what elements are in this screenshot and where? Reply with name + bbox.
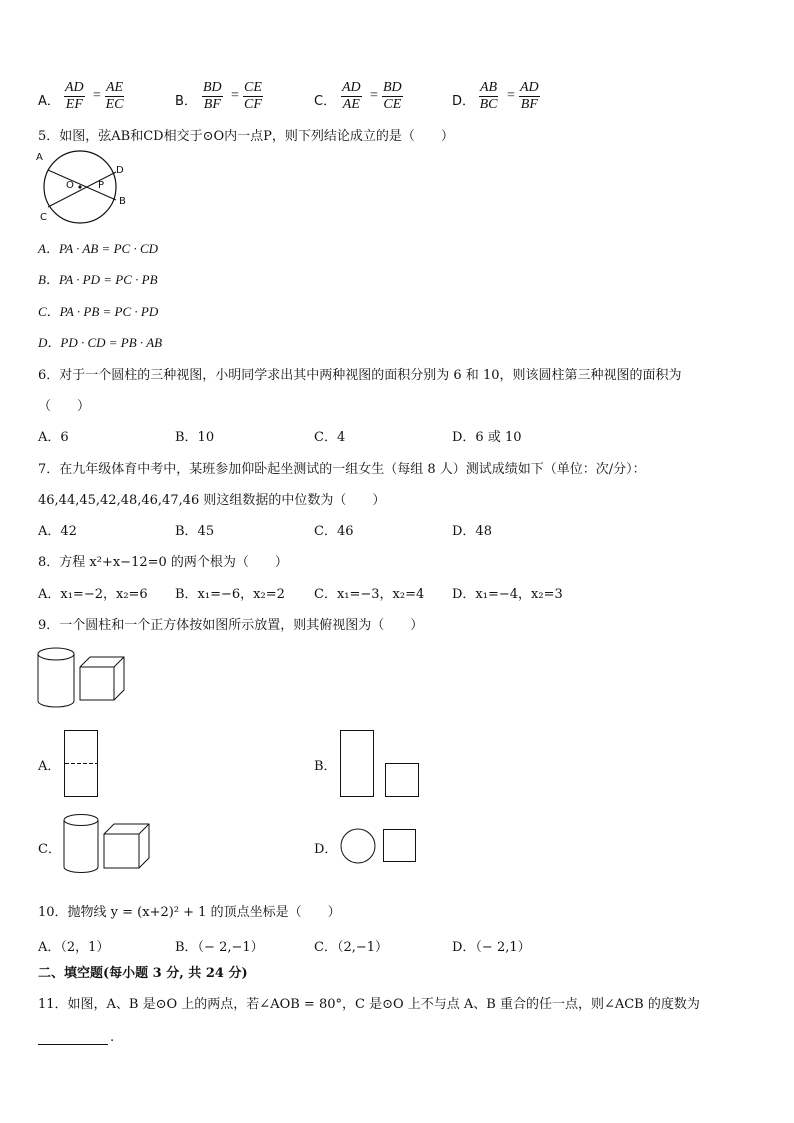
q4-option-a-label: A．	[38, 94, 60, 109]
q5-option-c: C．PA · PB = PC · PD	[38, 304, 159, 319]
q6-option-b: B．10	[175, 430, 215, 445]
q4-a-frac2: $\frac{AE}{EC}$	[105, 80, 124, 112]
q10-stem: 10．抛物线 y = (x+2)² + 1 的顶点坐标是（ ）	[38, 905, 341, 920]
q4-b-frac1: $\frac{BD}{BF}$	[203, 80, 222, 112]
q5-fig-label-c: C	[40, 212, 47, 223]
q5-option-a: A．PA · AB = PC · CD	[38, 241, 159, 256]
q7-option-d: D．48	[452, 524, 492, 539]
q9-option-d-label: D．	[314, 842, 338, 857]
q11-period: .	[110, 1030, 115, 1045]
q6-stem: 6．对于一个圆柱的三种视图，小明同学求出其中两种视图的面积分别为 6 和 10，则该圆柱第三种视图的面积为	[38, 368, 682, 383]
q8-option-c: C．x₁=−3，x₂=4	[314, 587, 425, 602]
q9-option-a-label: A．	[38, 759, 61, 774]
q11-stem: 11．如图，A、B 是⊙O 上的两点，若∠AOB = 80°，C 是⊙O 上不与点 A、B 重合的任一点，则∠ACB 的度数为	[38, 997, 700, 1012]
q5-option-b: B．PA · PD = PC · PB	[38, 272, 158, 287]
q5-option-d: D．PD · CD = PB · AB	[38, 335, 163, 350]
q5-fig-label-b: B	[119, 196, 126, 207]
q10-option-c: C．（2,−1）	[314, 940, 389, 955]
q4-option-d-label: D．	[452, 94, 476, 109]
q6-paren: （ ）	[38, 399, 91, 414]
q4-a-frac1: $\frac{AD}{EF}$	[65, 80, 84, 112]
q4-d-frac2: $\frac{AD}{BF}$	[520, 80, 539, 112]
q7-option-a: A．42	[38, 524, 77, 539]
q7-stem: 7．在九年级体育中考中，某班参加仰卧起坐测试的一组女生（每组 8 人）测试成绩如下（单位：次/分）：	[38, 462, 646, 477]
q4-d-eq: =	[507, 88, 515, 103]
q9-option-b-figure	[340, 730, 422, 798]
q5-fig-label-d: D	[116, 165, 124, 176]
q7-option-b: B．45	[175, 524, 215, 539]
q7-option-c: C．46	[314, 524, 354, 539]
q9-option-b-label: B．	[314, 759, 337, 774]
q4-c-frac2: $\frac{BD}{CE}$	[383, 80, 402, 112]
q9-option-c-label: C．	[38, 842, 61, 857]
q4-option-c-label: C．	[314, 94, 337, 109]
q5-circle-figure	[38, 150, 128, 230]
q4-a-eq: =	[93, 88, 101, 103]
q9-option-d-figure	[340, 828, 420, 866]
section-2-heading: 二、填空题(每小题 3 分, 共 24 分)	[38, 966, 248, 981]
q8-option-a: A．x₁=−2，x₂=6	[38, 587, 148, 602]
q5-fig-label-p: P	[98, 180, 105, 191]
q10-option-d: D．（− 2,1）	[452, 940, 531, 955]
q6-option-d: D．6 或 10	[452, 430, 522, 445]
q5-stem: 5．如图，弦AB和CD相交于⊙O内一点P，则下列结论成立的是（ ）	[38, 129, 454, 144]
q10-option-b: B．（− 2,−1）	[175, 940, 264, 955]
q7-data-line: 46,44,45,42,48,46,47,46 则这组数据的中位数为（ ）	[38, 493, 386, 508]
q11-answer-blank[interactable]	[38, 1030, 108, 1045]
q4-b-eq: =	[231, 88, 239, 103]
q10-option-a: A．（2，1）	[38, 940, 110, 955]
q8-option-d: D．x₁=−4，x₂=3	[452, 587, 563, 602]
q9-option-c-figure	[62, 812, 157, 877]
q5-fig-label-a: A	[36, 152, 43, 163]
q8-stem: 8．方程 x²+x−12=0 的两个根为（ ）	[38, 555, 288, 570]
q4-option-b-label: B．	[175, 94, 197, 109]
q8-option-b: B．x₁=−6，x₂=2	[175, 587, 285, 602]
q6-option-a: A．6	[38, 430, 69, 445]
q5-fig-label-o: O	[66, 180, 74, 191]
q6-option-c: C．4	[314, 430, 346, 445]
q4-c-eq: =	[370, 88, 378, 103]
q4-d-frac1: $\frac{AB}{BC}$	[479, 80, 498, 112]
q4-c-frac1: $\frac{AD}{AE}$	[342, 80, 361, 112]
q9-option-a-figure	[64, 730, 100, 798]
q9-cylinder-cube-figure	[36, 645, 131, 710]
q4-b-frac2: $\frac{CE}{CF}$	[244, 80, 262, 112]
q9-stem: 9．一个圆柱和一个正方体按如图所示放置，则其俯视图为（ ）	[38, 618, 424, 633]
